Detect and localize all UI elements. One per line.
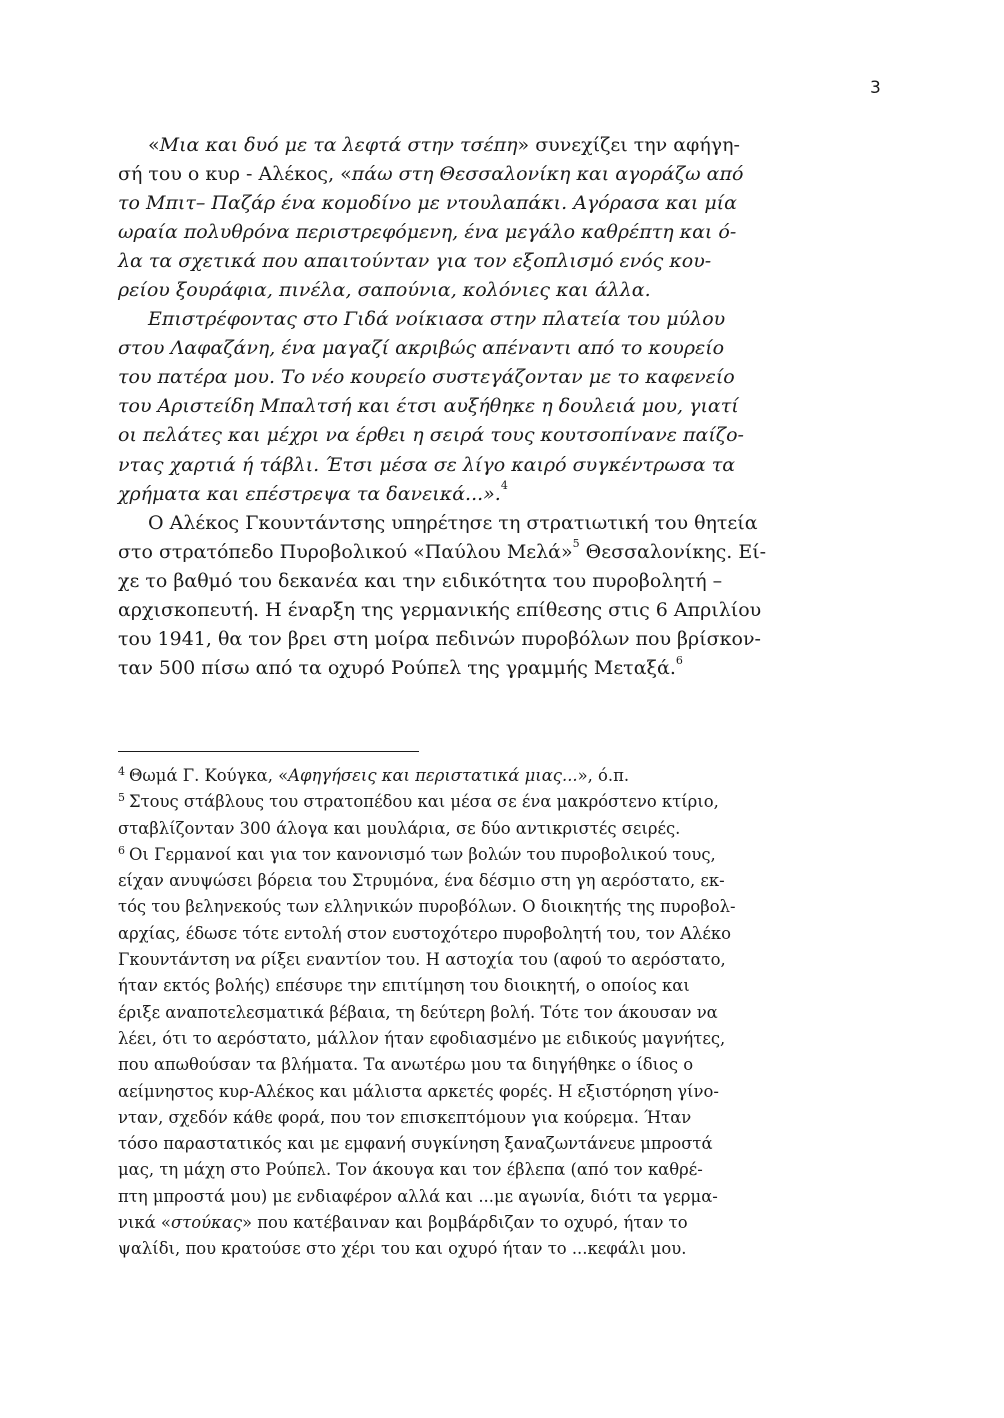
footnote-line: ήταν εκτός βολής) επέσυρε την επιτίμηση του διοικητή, ο οποίος και — [118, 976, 690, 996]
text-line — [118, 218, 886, 247]
footnote-line: ψαλίδι, που κρατούσε στο χέρι του και οχυρό ήταν το ...κεφάλι μου. — [118, 1239, 687, 1259]
text-run: του 1941, θα τον βρει στη μοίρα πεδινών πυροβόλων που βρίσκον- — [118, 627, 761, 650]
text-line: οι πελάτες και μέχρι να έρθει η σειρά τους κουτσοπίνανε παίζο- — [118, 424, 744, 447]
text-run: νικά « — [118, 1213, 171, 1233]
italic-text-run: το Μπιτ– Παζάρ ένα κομοδίνο με ντουλαπάκι. Αγόρασα και μία — [118, 192, 737, 215]
footnote-ref[interactable]: 4 — [500, 479, 508, 493]
italic-text-run: χρήματα και επέστρεψα τα δανεικά...». — [118, 482, 501, 505]
text-run: σή του ο κυρ - Αλέκος, « — [118, 163, 352, 186]
text-run: », ό.π. — [577, 766, 630, 785]
footnote-4 — [118, 763, 886, 789]
text-run: στο στρατόπεδο Πυροβολικού «Παύλου Μελά» — [118, 540, 573, 563]
text-line — [118, 247, 886, 276]
footnote-line — [118, 1210, 886, 1236]
text-run: Θωμά Γ. Κούγκα, « — [129, 766, 289, 785]
italic-text-run: στούκας — [170, 1213, 243, 1233]
paragraph-quote — [118, 131, 886, 305]
text-run: « — [148, 134, 160, 156]
text-line — [118, 538, 886, 567]
text-run: αρχισκοπευτή. Η έναρξη της γερμανικής επίθεσης στις 6 Απριλίου — [118, 598, 762, 621]
italic-text-run: Αφηγήσεις και περιστατικά μιας... — [288, 766, 578, 785]
footnote-number: 4 — [118, 765, 125, 778]
text-line — [118, 276, 886, 305]
footnote-line: είχαν ανυψώσει βόρεια του Στρυμόνα, ένα δέσμιο στη γη αερόστατο, εκ- — [118, 871, 725, 891]
footnote-line — [118, 763, 886, 789]
footnote-line: πτη μπροστά μου) με ενδιαφέρον αλλά και ...με αγωνία, διότι τα γερμα- — [118, 1186, 718, 1206]
footnote-number: 5 — [118, 791, 125, 805]
footnote-number: 6 — [118, 843, 125, 857]
text-run: Στους στάβλους του στρατοπέδου και μέσα σε ένα μακρόστενο κτίριο, — [129, 792, 719, 812]
italic-text-run: πάω στη Θεσσαλονίκη και αγοράζω από — [351, 163, 744, 186]
text-line: του πατέρα μου. Το νέο κουρείο συστεγάζονταν με το καφενείο — [118, 366, 735, 389]
footnote-ref[interactable]: 5 — [572, 537, 580, 551]
text-line — [118, 480, 886, 509]
italic-text-run: ωραία πολυθρόνα περιστρεφόμενη, ένα μεγάλο καθρέπτη και ό- — [118, 221, 737, 244]
footnote-line: αείμνηστος κυρ-Αλέκος και μάλιστα αρκετές φορές. Η εξιστόρηση γίνο- — [118, 1081, 719, 1101]
footnote-5 — [118, 789, 886, 842]
page-number: 3 — [870, 78, 881, 98]
footnotes — [118, 763, 886, 1263]
footnote-line: τός του βεληνεκούς των ελληνικών πυροβόλων. Ο διοικητής της πυροβολ- — [118, 897, 736, 917]
text-run: ταν 500 πίσω από τα οχυρό Ρούπελ της γραμμής Μεταξά. — [118, 656, 676, 679]
footnote-ref[interactable]: 6 — [675, 653, 683, 667]
footnote-line: έριξε αναποτελεσματικά βέβαια, τη δεύτερη βολή. Τότε τον άκουσαν να — [118, 1002, 718, 1022]
italic-text-run: Μια και δυό με τα λεφτά στην τσέπη — [159, 134, 518, 156]
footnote-line: αρχίας, έδωσε τότε εντολή στον ευστοχότερο πυροβολητή του, τον Αλέκο — [118, 923, 731, 943]
footnote-line: λέει, ότι το αερόστατο, μάλλον ήταν εφοδιασμένο με ειδικούς μαγνήτες, — [118, 1028, 726, 1048]
italic-text-run: ρείου ξουράφια, πινέλα, σαπούνια, κολόνιες και άλλα. — [118, 279, 651, 302]
footnote-line — [118, 842, 886, 868]
text-line — [118, 160, 886, 189]
footnote-line: νταν, σχεδόν κάθε φορά, που τον επισκεπτόμουν για κούρεμα. Ήταν — [118, 1107, 692, 1127]
text-line — [118, 131, 886, 160]
paragraph-military — [118, 509, 886, 683]
text-line — [118, 625, 886, 654]
text-line: στου Λαφαζάνη, ένα μαγαζί ακριβώς απέναντι από το κουρείο — [118, 337, 725, 360]
paragraph-shop — [118, 305, 886, 508]
text-line — [118, 189, 886, 218]
text-line: ντας χαρτιά ή τάβλι. Έτσι μέσα σε λίγο καιρό συγκέντρωσα τα — [118, 453, 736, 476]
footnote-line: τόσο παραστατικός και με εμφανή συγκίνηση ξαναζωντάνευε μπροστά — [118, 1134, 713, 1154]
text-line — [118, 654, 886, 683]
text-line: Επιστρέφοντας στο Γιδά νοίκιασα στην πλατεία του μύλου — [148, 308, 726, 331]
italic-text-run: λα τα σχετικά που απαιτούνταν για τον εξοπλισμό ενός κου- — [118, 250, 712, 273]
text-line — [118, 567, 886, 596]
footnote-line — [118, 789, 886, 815]
footnote-6 — [118, 842, 886, 1263]
text-run: χε το βαθμό του δεκανέα και την ειδικότητα του πυροβολητή – — [118, 569, 723, 592]
text-line — [118, 509, 886, 538]
text-run: Οι Γερμανοί και για τον κανονισμό των βολών του πυροβολικού τους, — [129, 844, 716, 864]
text-run: Θεσσαλονίκης. Εί- — [579, 540, 767, 563]
body-text — [118, 131, 886, 683]
footnote-line: σταβλίζονταν 300 άλογα και μουλάρια, σε δύο αντικριστές σειρές. — [118, 818, 681, 838]
footnote-line: Γκουντάντση να ρίξει εναντίον του. Η αστοχία του (αφού το αερόστατο, — [118, 950, 726, 970]
text-run: Ο Αλέκος Γκουντάντσης υπηρέτησε τη στρατιωτική του θητεία — [148, 511, 758, 534]
footnote-line: μας, τη μάχη στο Ρούπελ. Τον άκουγα και τον έβλεπα (από τον καθρέ- — [118, 1160, 703, 1180]
footnote-line: που απωθούσαν τα βλήματα. Τα ανωτέρω μου τα διηγήθηκε ο ίδιος ο — [118, 1055, 694, 1075]
text-line — [118, 596, 886, 625]
text-run: » που κατέβαιναν και βομβάρδιζαν το οχυρό, ήταν το — [242, 1213, 688, 1233]
text-line: του Αριστείδη Μπαλτσή και έτσι αυξήθηκε η δουλειά μου, γιατί — [118, 395, 739, 418]
text-run: » συνεχίζει την αφήγη- — [517, 134, 740, 156]
footnote-separator — [118, 751, 419, 752]
